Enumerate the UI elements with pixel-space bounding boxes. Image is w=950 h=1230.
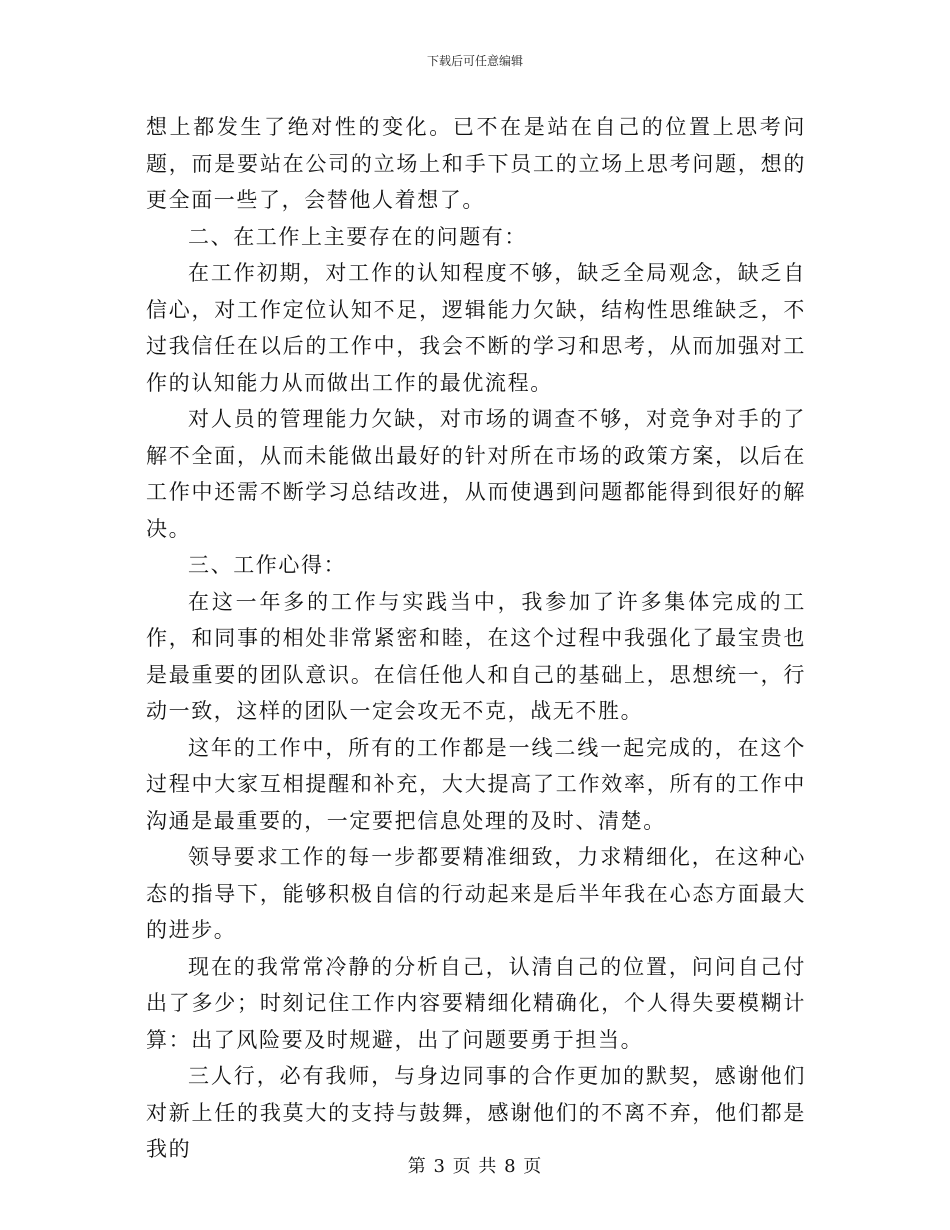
- paragraph-6: 领导要求工作的每一步都要精准细致，力求精细化，在这种心态的指导下，能够积极自信的行动起来是后半年我在心态方面最大的进步。: [146, 845, 806, 942]
- paragraph-1: 想上都发生了绝对性的变化。已不在是站在自己的位置上思考问题，而是要站在公司的立场上和手下员工的立场上思考问题，想的更全面一些了，会替他人着想了。: [146, 115, 806, 212]
- paragraph-4: 在这一年多的工作与实践当中，我参加了许多集体完成的工作，和同事的相处非常紧密和睦，在这个过程中我强化了最宝贵也是最重要的团队意识。在信任他人和自己的基础上，思想统一，行动一致，这样的团队一定会攻无不克，战无不胜。: [146, 589, 806, 723]
- page-number-footer: 第 3 页 共 8 页: [407, 1156, 543, 1177]
- document-body: [146, 109, 806, 1168]
- section-heading-problems: 二、在工作上主要存在的问题有：: [188, 224, 527, 249]
- paragraph-3: 对人员的管理能力欠缺，对市场的调查不够，对竞争对手的了解不全面，从而未能做出最好的针对所在市场的政策方案，以后在工作中还需不断学习总结改进，从而使遇到问题都能得到很好的解决。: [146, 407, 806, 541]
- page-header: 下载后可任意编辑: [426, 54, 523, 68]
- paragraph-8: 三人行，必有我师，与身边同事的合作更加的默契，感谢他们对新上任的我莫大的支持与鼓舞，感谢他们的不离不弃，他们都是我的: [146, 1064, 806, 1161]
- paragraph-2: 在工作初期，对工作的认知程度不够，缺乏全局观念，缺乏自信心，对工作定位认知不足，逻辑能力欠缺，结构性思维缺乏，不过我信任在以后的工作中，我会不断的学习和思考，从而加强对工作的认知能力从而做出工作的最优流程。: [146, 261, 806, 395]
- section-heading-insights: 三、工作心得：: [188, 553, 347, 577]
- paragraph-7: 现在的我常常冷静的分析自己，认清自己的位置，问问自己付出了多少；时刻记住工作内容要精细化精确化，个人得失要模糊计算：出了风险要及时规避，出了问题要勇于担当。: [146, 954, 806, 1052]
- paragraph-5: 这年的工作中，所有的工作都是一线二线一起完成的，在这个过程中大家互相提醒和补充，大大提高了工作效率，所有的工作中沟通是最重要的，一定要把信息处理的及时、清楚。: [146, 735, 806, 833]
